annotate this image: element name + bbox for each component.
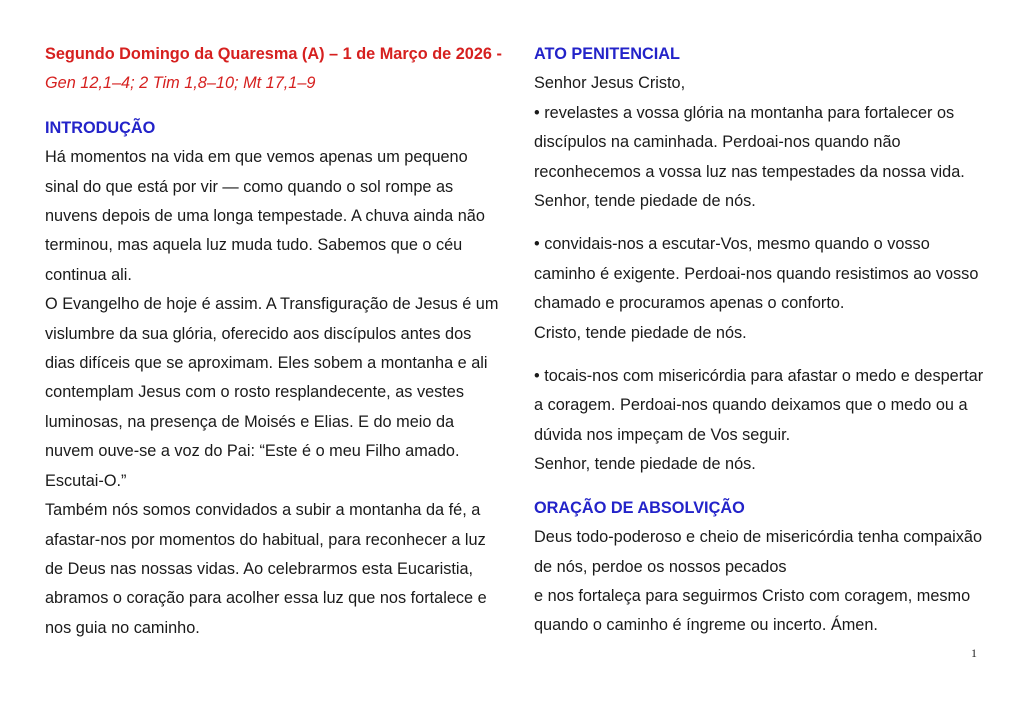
invocation-3: • tocais-nos com misericórdia para afastar o medo e despertar a coragem. Perdoai-nos quando deixamos que o medo ou a dúvida nos impeçam de Vos seguir.: [534, 367, 984, 444]
absolution-heading: ORAÇÃO DE ABSOLVIÇÃO: [534, 498, 745, 517]
intro-paragraph-1: Há momentos na vida em que vemos apenas um pequeno sinal do que está por vir — como quando o sol rompe as nuvens depois de uma longa tempestade. A chuva ainda não terminou, mas aquela luz muda tudo. Sabemos que o céu continua ali.: [45, 148, 485, 284]
intro-paragraph-2: O Evangelho de hoje é assim. A Transfiguração de Jesus é um vislumbre da sua glória, oferecido aos discípulos antes dos dias difíceis que se aproximam. Eles sobem a montanha e ali contemplam Jesus com o rosto resplandecente, as vestes luminosas, na presença de Moisés e Elias. E do meio da nuvem ouve-se a voz do Pai: “Este é o meu Filho amado. Escutai-O.”: [45, 295, 499, 490]
page-number: 1: [971, 646, 977, 660]
invocation-1: • revelastes a vossa glória na montanha para fortalecer os discípulos na caminhada. Perdoai-nos quando não reconhecemos a vossa luz nas tempestades da nossa vida. Senhor, tende piedade de nós.: [534, 103, 965, 211]
page-title: [45, 40, 505, 99]
title-main: Segundo Domingo da Quaresma (A) – 1 de Março de 2026 -: [45, 45, 502, 63]
right-column: [534, 40, 984, 641]
penitential-intro: Senhor Jesus Cristo,: [534, 74, 686, 93]
invocation-2: • convidais-nos a escutar-Vos, mesmo quando o vosso caminho é exigente. Perdoai-nos quando resistimos ao vosso chamado e procuramos apenas o conforto.: [534, 235, 979, 313]
response-2: Cristo, tende piedade de nós.: [534, 323, 747, 342]
absolution-line-2: e nos fortaleça para seguirmos Cristo com coragem, mesmo quando o caminho é íngreme ou incerto. Ámen.: [534, 586, 971, 635]
left-column: [45, 40, 505, 643]
penitential-heading: ATO PENITENCIAL: [534, 45, 680, 63]
response-3: Senhor, tende piedade de nós.: [534, 455, 756, 474]
intro-paragraph-3: Também nós somos convidados a subir a montanha da fé, a afastar-nos por momentos do habitual, para reconhecer a luz de Deus nas nossas vidas. Ao celebrarmos esta Eucaristia, abramos o coração para acolher essa luz que nos fortalece e nos guia no caminho.: [45, 501, 487, 637]
absolution-line-1: Deus todo-poderoso e cheio de misericórdia tenha compaixão de nós, perdoe os nossos pecados: [534, 528, 982, 576]
intro-heading: INTRODUÇÃO: [45, 118, 156, 137]
title-readings: Gen 12,1–4; 2 Tim 1,8–10; Mt 17,1–9: [45, 74, 316, 93]
